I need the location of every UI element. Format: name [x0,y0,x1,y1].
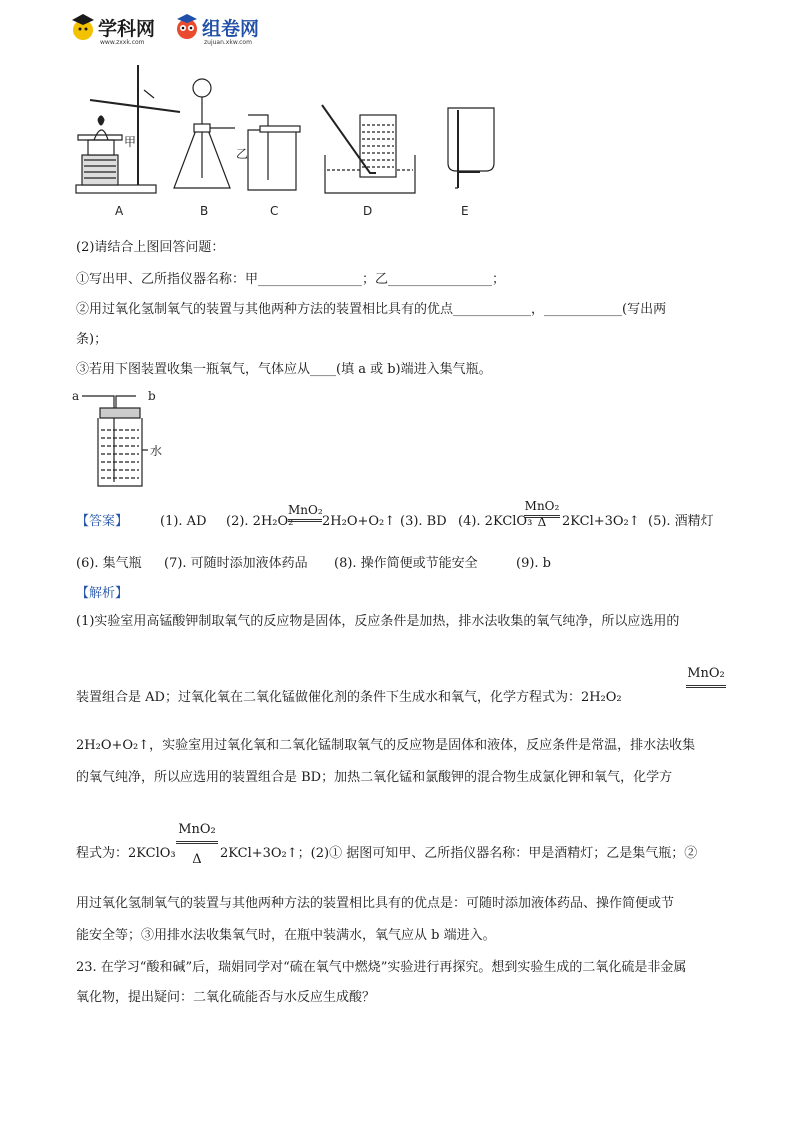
answer-4-condition-bottom: Δ [537,515,547,529]
logo1-name: 学科网 [98,18,156,40]
bottle-label-b: b [148,389,156,403]
logo2-url: zujuan.xkw.com [204,39,252,46]
analysis-line-5-condition-bottom: Δ [192,852,202,867]
analysis-line-2-condition: MnO₂ [687,666,725,681]
q2-2b: 条)； [76,332,108,347]
answer-5: (5). 酒精灯 [648,514,714,529]
apparatus-a [76,65,180,193]
q2-intro: (2)请结合上图回答问题： [76,240,225,255]
label-e: E [461,204,469,218]
answer-8: (8). 操作简便或节能安全 [334,556,478,571]
answer-2-equals [288,519,322,522]
label-b: B [200,204,209,218]
q2-3: ③若用下图装置收集一瓶氧气，气体应从____(填 a 或 b)端进入集气瓶。 [76,362,492,377]
answer-label: 【答案】 [76,514,129,529]
answer-7: (7). 可随时添加液体药品 [164,556,308,571]
q2-1: ①写出甲、乙所指仪器名称：甲________________；乙________________； [76,272,506,287]
q2-2: ②用过氧化氢制氧气的装置与其他两种方法的装置相比具有的优点____________，____________(写出两 [76,302,667,317]
answer-4-pre: (4). 2KClO₃ [458,514,533,529]
analysis-line-2-equals [686,685,726,688]
label-c: C [270,204,279,218]
header-logos [70,10,330,50]
zujuanwang-logo-icon [174,12,200,44]
analysis-line-6: 用过氧化氢制氧气的装置与其他两种方法的装置相比具有的优点是：可随时添加液体药品、操作简便或节 [76,896,675,911]
bottle-label-water: 水 [150,444,163,458]
apparatus-b [174,79,235,188]
answer-9: (9). b [516,556,552,571]
analysis-line-5-post: 2KCl+3O₂↑；(2)① 据图可知甲、乙所指仪器名称：甲是酒精灯；乙是集气瓶；② [220,846,698,861]
logo1-url: www.zxxk.com [100,39,145,46]
label-jia: 甲 [124,135,137,149]
apparatus-c [248,115,300,190]
answer-2-post: 2H₂O+O₂↑ [322,514,396,529]
q23-line-1: 23. 在学习“酸和碱”后，瑞娟同学对“硫在氧气中燃烧”实验进行再探究。想到实验生成的二氧化硫是非金属 [76,960,687,975]
analysis-line-7: 能安全等；③用排水法收集氧气时，在瓶中装满水，氧气应从 b 端进入。 [76,928,496,943]
analysis-label: 【解析】 [76,586,129,601]
label-d: D [363,204,373,218]
analysis-line-5-condition-top: MnO₂ [178,822,216,837]
analysis-line-1: (1)实验室用高锰酸钾制取氧气的反应物是固体，反应条件是加热，排水法收集的氧气纯净，所以应选用的 [76,614,680,629]
analysis-line-5-equals [176,841,218,844]
logo2-name: 组卷网 [202,18,260,40]
analysis-line-5-pre: 程式为：2KClO₃ [76,846,176,861]
answer-2-condition: MnO₂ [288,503,323,517]
answer-2-pre: (2). 2H₂O₂ [226,514,294,529]
answer-6: (6). 集气瓶 [76,556,142,571]
answer-4-post: 2KCl+3O₂↑ [562,514,640,529]
answer-3: (3). BD [400,514,447,529]
xuekewang-logo-icon [70,12,96,44]
analysis-line-2-pre: 装置组合是 AD；过氧化氧在二氧化锰做催化剂的条件下生成水和氧气，化学方程式为：2H₂O₂ [76,690,622,705]
apparatus-e [448,108,494,188]
apparatus-figure [60,60,520,230]
answer-4-condition-top: MnO₂ [524,499,560,513]
analysis-line-3: 2H₂O+O₂↑，实验室用过氧化氧和二氧化锰制取氧气的反应物是固体和液体，反应条件是常温，排水法收集 [76,738,696,753]
gas-bottle-figure [70,386,170,490]
analysis-line-4: 的氧气纯净，所以应选用的装置组合是 BD；加热二氧化锰和氯酸钾的混合物生成氯化钾和氧气，化学方 [76,770,673,785]
q23-line-2: 氧化物，提出疑问：二氧化硫能否与水反应生成酸？ [76,990,376,1005]
label-yi: 乙 [236,147,249,161]
bottle-label-a: a [72,389,80,403]
apparatus-d [322,105,415,193]
label-a: A [115,204,124,218]
answer-1: (1). AD [160,514,207,529]
